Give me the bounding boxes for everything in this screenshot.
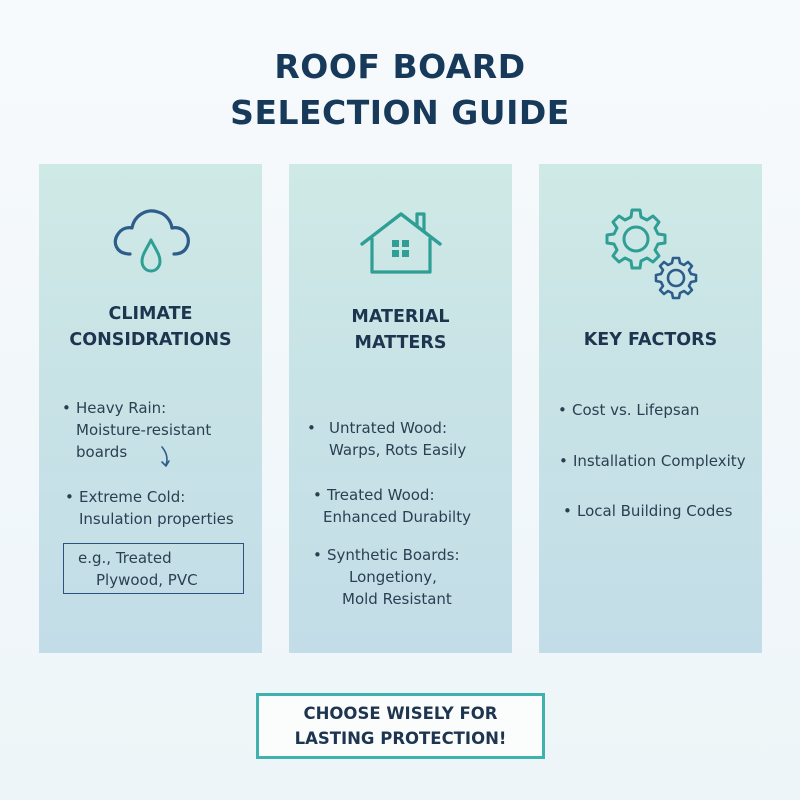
- arrow-down-icon: [157, 445, 173, 473]
- climate-heading: CLIMATE CONSIDRATIONS: [69, 304, 232, 350]
- list-item: • Cost vs. Lifepsan: [558, 401, 700, 419]
- house-icon: [289, 210, 512, 280]
- climate-card: [39, 164, 262, 653]
- material-heading: MATERIAL MATTERS: [351, 307, 450, 353]
- list-item: • Synthetic Boards: Longetiony, Mold Resistant: [313, 546, 460, 608]
- list-item: • Treated Wood: Enhanced Durabilty: [313, 486, 471, 526]
- gears-icon: [539, 208, 762, 304]
- call-to-action-box: [256, 693, 545, 759]
- list-item: • Untrated Wood: Warps, Rots Easily: [307, 419, 467, 459]
- cloud-rain-icon: [39, 204, 262, 284]
- list-item: • Extreme Cold: Insulation properties: [65, 488, 234, 528]
- key-factors-card: [539, 164, 762, 653]
- list-item: • Installation Complexity: [559, 452, 746, 470]
- material-card: [289, 164, 512, 653]
- page-title-line-2: SELECTION GUIDE: [230, 93, 570, 132]
- list-item: • Local Building Codes: [563, 502, 733, 520]
- list-item: • Heavy Rain: Moisture-resistant boards: [62, 399, 212, 461]
- page-title-line-1: ROOF BOARD: [274, 47, 526, 86]
- page-title: [0, 44, 800, 136]
- cta-line-2: LASTING PROTECTION!: [294, 729, 507, 748]
- example-box: e.g., Treated Plywood, PVC: [63, 543, 244, 594]
- key-factors-heading: KEY FACTORS: [583, 330, 718, 350]
- cta-line-1: CHOOSE WISELY FOR: [303, 704, 498, 723]
